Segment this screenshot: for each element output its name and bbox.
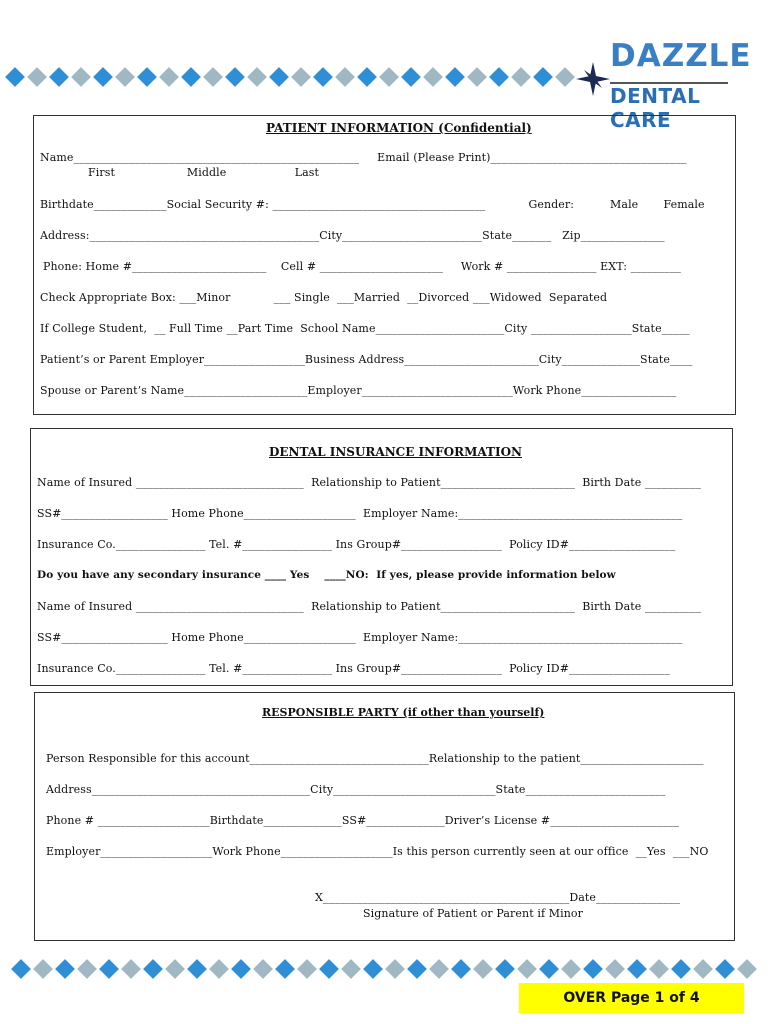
diamond-ornament: [203, 67, 223, 87]
diamond-ornament: [181, 67, 201, 87]
diamond-ornament: [489, 67, 509, 87]
patient-info-title: PATIENT INFORMATION (Confidential): [266, 121, 532, 135]
responsible-phone-row[interactable]: Phone # ____________________Birthdate______________SS#______________Driver’s License #_______________________: [46, 814, 679, 827]
phone-row[interactable]: Phone: Home #________________________ Cell # ______________________ Work # ________________ EXT: _________: [43, 260, 682, 273]
person-responsible-row[interactable]: Person Responsible for this account________________________________Relationship to the patient______________________: [46, 752, 704, 765]
diamond-ornament: [269, 67, 289, 87]
diamond-ornament: [561, 959, 581, 979]
diamond-ornament: [649, 959, 669, 979]
diamond-ornament: [71, 67, 91, 87]
marital-status-row[interactable]: Check Appropriate Box: ___Minor ___ Single ___Married __Divorced ___Widowed Separated: [40, 291, 608, 304]
diamond-ornament: [291, 67, 311, 87]
diamond-ornament: [247, 67, 267, 87]
diamond-ornament: [401, 67, 421, 87]
signature-line[interactable]: X____________________________________________Date_______________: [315, 891, 681, 904]
diamond-ornament: [495, 959, 515, 979]
dazzle-logo: [582, 38, 752, 132]
diamond-ornament: [737, 959, 757, 979]
diamond-ornament: [511, 67, 531, 87]
sparkle-star-icon: [576, 62, 610, 96]
diamond-ornament: [99, 959, 119, 979]
diamond-ornament: [517, 959, 537, 979]
insured-name-row[interactable]: Name of Insured ______________________________ Relationship to Patient________________________ Birth Date __________: [37, 476, 701, 489]
diamond-ornament: [385, 959, 405, 979]
secondary-insured-name-row[interactable]: Name of Insured ______________________________ Relationship to Patient________________________ Birth Date __________: [37, 600, 701, 613]
diamond-ornament: [77, 959, 97, 979]
diamond-ornament: [319, 959, 339, 979]
responsible-employer-row[interactable]: Employer____________________Work Phone____________________Is this person currently seen at our office __Yes ___NO: [46, 845, 709, 858]
diamond-ornament: [49, 67, 69, 87]
signature-label: Signature of Patient or Parent if Minor: [363, 907, 583, 920]
secondary-ss-row[interactable]: SS#___________________ Home Phone____________________ Employer Name:________________________________________: [37, 631, 683, 644]
diamond-ornament: [121, 959, 141, 979]
diamond-ornament: [33, 959, 53, 979]
diamond-ornament: [693, 959, 713, 979]
diamond-ornament: [253, 959, 273, 979]
insured-ss-row[interactable]: SS#___________________ Home Phone____________________ Employer Name:________________________________________: [37, 507, 683, 520]
secondary-insurance-company-row[interactable]: Insurance Co.________________ Tel. #________________ Ins Group#__________________ Policy ID#__________________: [37, 662, 670, 675]
insurance-title: DENTAL INSURANCE INFORMATION: [269, 445, 522, 459]
diamond-ornament: [187, 959, 207, 979]
diamond-ornament: [27, 67, 47, 87]
diamond-ornament: [165, 959, 185, 979]
responsible-party-title: RESPONSIBLE PARTY (if other than yourself): [262, 706, 545, 719]
diamond-ornament: [225, 67, 245, 87]
diamond-ornament: [93, 67, 113, 87]
insurance-company-row[interactable]: Insurance Co.________________ Tel. #________________ Ins Group#__________________ Policy ID#___________________: [37, 538, 676, 551]
diamond-ornament: [357, 67, 377, 87]
diamond-ornament: [555, 67, 575, 87]
diamond-ornament: [715, 959, 735, 979]
bottom-diamond-border: [10, 962, 758, 976]
diamond-ornament: [429, 959, 449, 979]
diamond-ornament: [451, 959, 471, 979]
diamond-ornament: [467, 67, 487, 87]
diamond-ornament: [275, 959, 295, 979]
responsible-address-row[interactable]: Address_______________________________________City_____________________________State_________________________: [46, 783, 666, 796]
diamond-ornament: [5, 67, 25, 87]
diamond-ornament: [143, 959, 163, 979]
diamond-ornament: [297, 959, 317, 979]
diamond-ornament: [445, 67, 465, 87]
logo-brand: DAZZLE: [610, 38, 752, 74]
secondary-insurance-row[interactable]: Do you have any secondary insurance ____ Yes ____NO: If yes, please provide information below: [37, 569, 616, 581]
spouse-parent-row[interactable]: Spouse or Parent’s Name______________________Employer___________________________Work Phone_________________: [40, 384, 677, 397]
diamond-ornament: [137, 67, 157, 87]
diamond-ornament: [533, 67, 553, 87]
diamond-ornament: [11, 959, 31, 979]
diamond-ornament: [55, 959, 75, 979]
name-row[interactable]: Name___________________________________________________ Email (Please Print)___________________________________: [40, 151, 687, 164]
diamond-ornament: [539, 959, 559, 979]
diamond-ornament: [231, 959, 251, 979]
diamond-ornament: [407, 959, 427, 979]
address-row[interactable]: Address:_________________________________________City_________________________State_______ Zip_______________: [40, 229, 665, 242]
dental-insurance-section: [30, 428, 733, 686]
logo-subtitle: DENTAL CARE: [610, 84, 701, 132]
diamond-ornament: [423, 67, 443, 87]
top-diamond-border: [4, 70, 576, 84]
diamond-ornament: [583, 959, 603, 979]
college-student-row[interactable]: If College Student, __ Full Time __Part Time School Name_______________________City __________________State_____: [40, 322, 690, 335]
patient-employer-row[interactable]: Patient’s or Parent Employer__________________Business Address________________________City______________State____: [40, 353, 693, 366]
diamond-ornament: [341, 959, 361, 979]
diamond-ornament: [605, 959, 625, 979]
diamond-ornament: [627, 959, 647, 979]
page-indicator-badge: OVER Page 1 of 4: [519, 983, 744, 1013]
diamond-ornament: [473, 959, 493, 979]
diamond-ornament: [335, 67, 355, 87]
diamond-ornament: [209, 959, 229, 979]
birthdate-row[interactable]: Birthdate_____________Social Security #: ______________________________________ Gender: Male Female: [40, 198, 705, 211]
diamond-ornament: [379, 67, 399, 87]
diamond-ornament: [313, 67, 333, 87]
diamond-ornament: [115, 67, 135, 87]
name-sub-labels: First Middle Last: [88, 166, 320, 179]
diamond-ornament: [363, 959, 383, 979]
diamond-ornament: [671, 959, 691, 979]
diamond-ornament: [159, 67, 179, 87]
